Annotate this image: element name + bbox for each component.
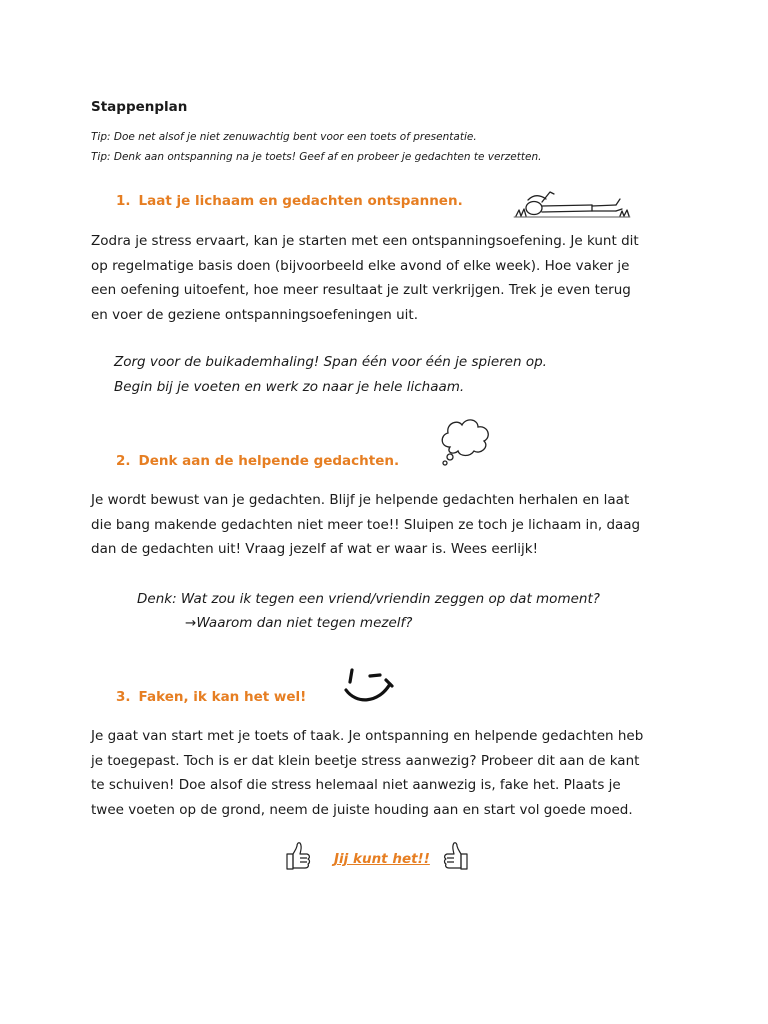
step-3-heading: [116, 689, 306, 705]
paragraph-line: twee voeten op de grond, neem de juiste houding aan en start vol goede moed.: [91, 801, 633, 818]
paragraph-line: je toegepast. Toch is er dat klein beetje stress aanwezig? Probeer dit aan de kant: [91, 752, 640, 769]
paragraph-line: op regelmatige basis doen (bijvoorbeeld elke avond of elke week). Hoe vaker je: [91, 257, 630, 274]
step-2-quote-line: Denk: Wat zou ik tegen een vriend/vriendin zeggen op dat moment?: [137, 591, 600, 607]
step-1-heading: [116, 193, 463, 209]
step-1-quote-line: Zorg voor de buikademhaling! Span één voor één je spieren op.: [114, 354, 547, 370]
step-heading-text: Faken, ik kan het wel!: [138, 689, 307, 705]
step-number: 3.: [116, 689, 131, 705]
lying-stick-figure-icon: [512, 186, 632, 222]
paragraph-line: en voer de geziene ontspanningsoefeningen uit.: [91, 306, 418, 323]
paragraph-line: te schuiven! Doe alsof die stress helemaal niet aanwezig is, fake het. Plaats je: [91, 777, 621, 793]
step-2-paragraph: [91, 488, 678, 562]
step-number: 2.: [116, 453, 131, 469]
step-2-heading: [116, 453, 399, 469]
paragraph-line: dan de gedachten uit! Vraag jezelf af wat er waar is. Wees eerlijk!: [91, 541, 539, 557]
winking-smiley-icon: [340, 664, 396, 706]
paragraph-line: Je wordt bewust van je gedachten. Blijf je helpende gedachten herhalen en laat: [91, 492, 630, 508]
step-heading-text: Denk aan de helpende gedachten.: [138, 453, 400, 469]
quote-text: Waarom dan niet tegen mezelf?: [196, 615, 413, 631]
closing-link[interactable]: Jij kunt het!!: [334, 851, 430, 867]
thumbs-up-icon: [443, 840, 469, 872]
thought-cloud-icon: [436, 413, 496, 467]
step-heading-text: Laat je lichaam en gedachten ontspannen.: [138, 193, 463, 209]
step-1-quote-line: Begin bij je voeten en werk zo naar je hele lichaam.: [114, 379, 465, 395]
step-3-paragraph: [91, 724, 678, 822]
page-title: Stappenplan: [91, 99, 188, 115]
step-number: 1.: [116, 193, 131, 209]
step-2-quote-line-2: [185, 615, 412, 631]
arrow-icon: →: [185, 615, 197, 631]
thumbs-up-icon: [285, 840, 311, 872]
paragraph-line: die bang makende gedachten niet meer toe!! Sluipen ze toch je lichaam in, daag: [91, 516, 641, 533]
step-1-paragraph: [91, 229, 678, 327]
paragraph-line: een oefening uitoefent, hoe meer resultaat je zult verkrijgen. Trek je even terug: [91, 282, 631, 298]
tip-line: Tip: Denk aan ontspanning na je toets! Geef af en probeer je gedachten te verzetten.: [91, 151, 542, 163]
paragraph-line: Zodra je stress ervaart, kan je starten met een ontspanningsoefening. Je kunt dit: [91, 233, 639, 249]
paragraph-line: Je gaat van start met je toets of taak. Je ontspanning en helpende gedachten heb: [91, 728, 644, 744]
tip-line: Tip: Doe net alsof je niet zenuwachtig bent voor een toets of presentatie.: [91, 131, 477, 143]
